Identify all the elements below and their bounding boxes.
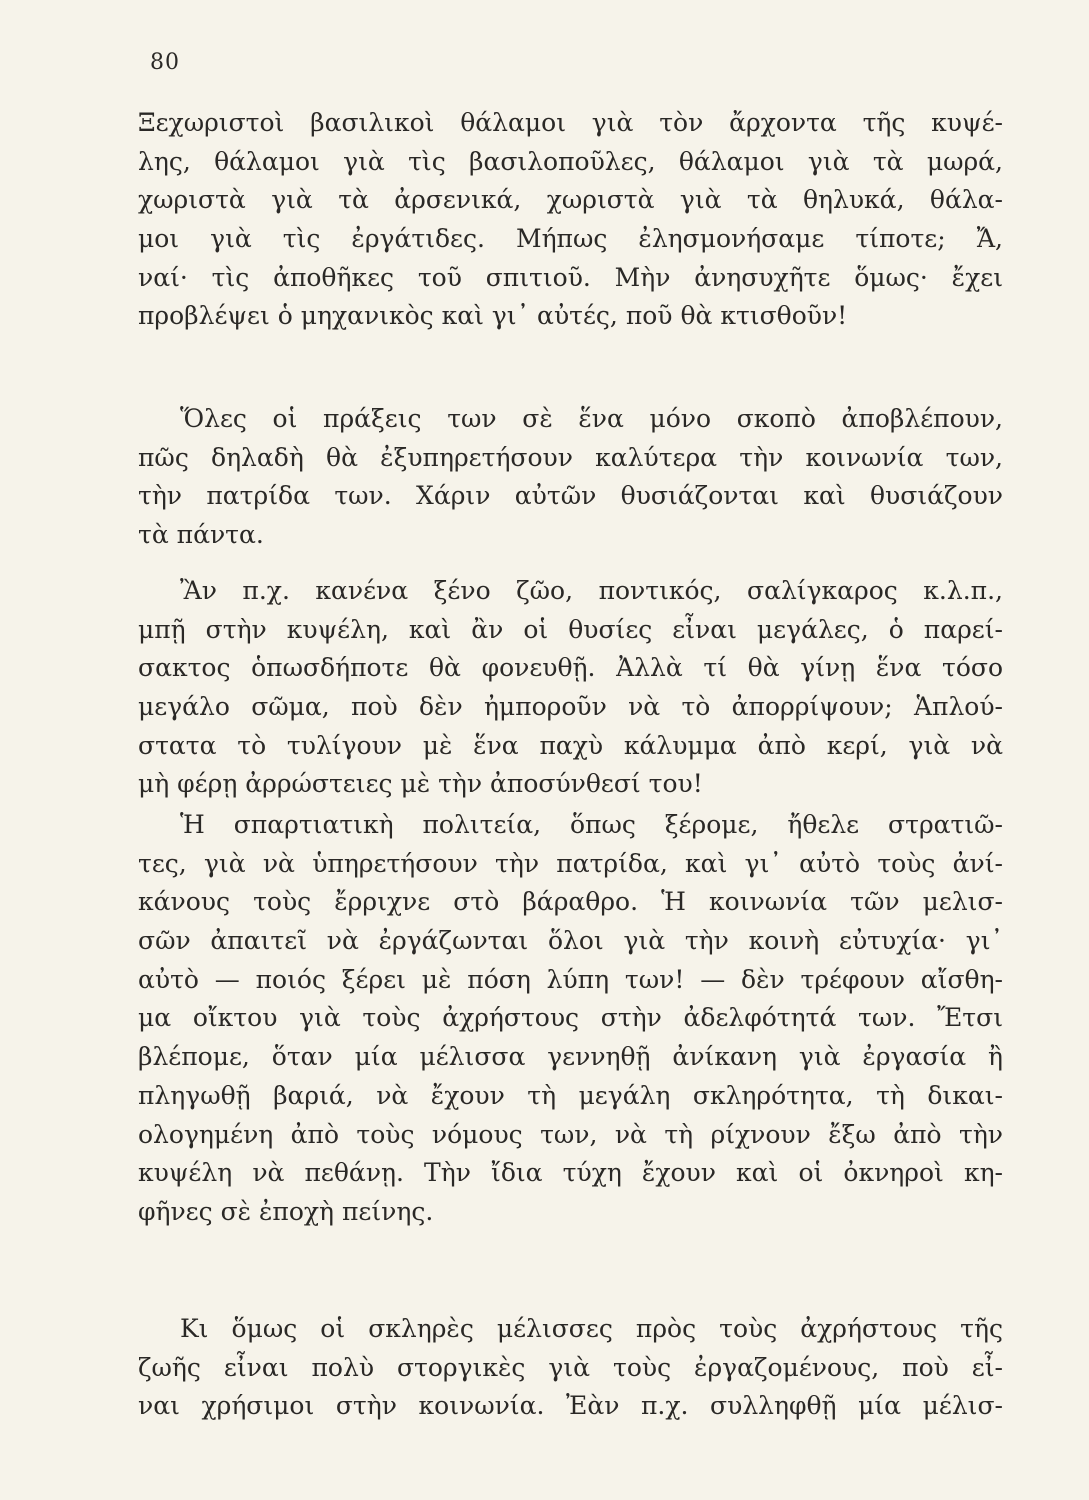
text-line: ναι χρήσιμοι στὴν κοινωνία. Ἐὰν π.χ. συλληφθῇ μία μέλισ- xyxy=(138,1391,1003,1421)
paragraph xyxy=(138,400,1003,555)
text-line: κάνους τοὺς ἔρριχνε στὸ βάραθρο. Ἡ κοινωνία τῶν μελισ- xyxy=(138,887,1003,917)
text-line: αὐτὸ — ποιός ξέρει μὲ πόση λύπη των! — δὲν τρέφουν αἴσθη- xyxy=(138,964,1003,994)
text-line: Κι ὅμως οἱ σκληρὲς μέλισσες πρὸς τοὺς ἀχρήστους τῆς xyxy=(180,1314,1003,1343)
page-number: 80 xyxy=(150,50,180,75)
paragraph xyxy=(138,104,1003,336)
paragraph xyxy=(138,806,1003,1232)
text-line: τες, γιὰ νὰ ὑπηρετήσουν τὴν πατρίδα, καὶ γι᾽ αὐτὸ τοὺς ἀνί- xyxy=(138,848,1003,878)
text-line: φῆνες σὲ ἐποχὴ πείνης. xyxy=(138,1196,434,1226)
text-line: ολογημένη ἀπὸ τοὺς νόμους των, νὰ τὴ ρίχνουν ἔξω ἀπὸ τὴν xyxy=(138,1119,1003,1149)
paragraph xyxy=(138,572,1003,804)
text-line: μα οἴκτου γιὰ τοὺς ἀχρήστους στὴν ἀδελφότητά των. Ἔτσι xyxy=(138,1003,1003,1033)
text-line: τὴν πατρίδα των. Χάριν αὐτῶν θυσιάζονται καὶ θυσιάζουν xyxy=(138,481,1003,511)
text-line: βλέπομε, ὅταν μία μέλισσα γεννηθῇ ἀνίκανη γιὰ ἐργασία ἢ xyxy=(138,1042,1003,1072)
text-line: τὰ πάντα. xyxy=(138,520,264,550)
text-line: ναί· τὶς ἀποθῆκες τοῦ σπιτιοῦ. Μὴν ἀνησυχῆτε ὅμως· ἔχει xyxy=(138,262,1003,292)
text-line: Ὅλες οἱ πράξεις των σὲ ἕνα μόνο σκοπὸ ἀποβλέπουν, xyxy=(180,404,1003,433)
text-line: ζωῆς εἶναι πολὺ στοργικὲς γιὰ τοὺς ἐργαζομένους, ποὺ εἶ- xyxy=(138,1352,1003,1382)
text-line: μεγάλο σῶμα, ποὺ δὲν ἠμποροῦν νὰ τὸ ἀπορρίψουν; Ἁπλού- xyxy=(138,692,1003,722)
text-line: χωριστὰ γιὰ τὰ ἀρσενικά, χωριστὰ γιὰ τὰ θηλυκά, θάλα- xyxy=(138,185,1003,215)
text-line: πῶς δηλαδὴ θὰ ἐξυπηρετήσουν καλύτερα τὴν κοινωνία των, xyxy=(138,442,1003,472)
text-line: στατα τὸ τυλίγουν μὲ ἕνα παχὺ κάλυμμα ἀπὸ κερί, γιὰ νὰ xyxy=(138,730,1003,760)
text-line: σῶν ἀπαιτεῖ νὰ ἐργάζωνται ὅλοι γιὰ τὴν κοινὴ εὐτυχία· γι᾽ xyxy=(138,926,1003,956)
text-line: λης, θάλαμοι γιὰ τὶς βασιλοποῦλες, θάλαμοι γιὰ τὰ μωρά, xyxy=(138,146,1003,176)
text-line: προβλέψει ὁ μηχανικὸς καὶ γι᾽ αὐτές, ποῦ θὰ κτισθοῦν! xyxy=(138,301,848,331)
text-line: σακτος ὁπωσδήποτε θὰ φονευθῇ. Ἀλλὰ τί θὰ γίνῃ ἕνα τόσο xyxy=(138,653,1003,683)
text-line: μοι γιὰ τὶς ἐργάτιδες. Μήπως ἐλησμονήσαμε τίποτε; Ἄ, xyxy=(138,224,1003,254)
paragraph xyxy=(138,1310,1003,1426)
text-line: Ξεχωριστοὶ βασιλικοὶ θάλαμοι γιὰ τὸν ἄρχοντα τῆς κυψέ- xyxy=(138,108,1003,137)
text-line: μπῇ στὴν κυψέλη, καὶ ἂν οἱ θυσίες εἶναι μεγάλες, ὁ παρεί- xyxy=(138,614,1003,644)
text-line: πληγωθῇ βαριά, νὰ ἔχουν τὴ μεγάλη σκληρότητα, τὴ δικαι- xyxy=(138,1080,1003,1110)
text-line: Ἡ σπαρτιατικὴ πολιτεία, ὅπως ξέρομε, ἤθελε στρατιῶ- xyxy=(180,810,1003,839)
text-line: μὴ φέρῃ ἀρρώστειες μὲ τὴν ἀποσύνθεσί του! xyxy=(138,769,703,799)
text-line: κυψέλη νὰ πεθάνῃ. Τὴν ἴδια τύχη ἔχουν καὶ οἱ ὀκνηροὶ κη- xyxy=(138,1158,1003,1188)
text-line: Ἂν π.χ. κανένα ξένο ζῶο, ποντικός, σαλίγκαρος κ.λ.π., xyxy=(180,576,1003,605)
